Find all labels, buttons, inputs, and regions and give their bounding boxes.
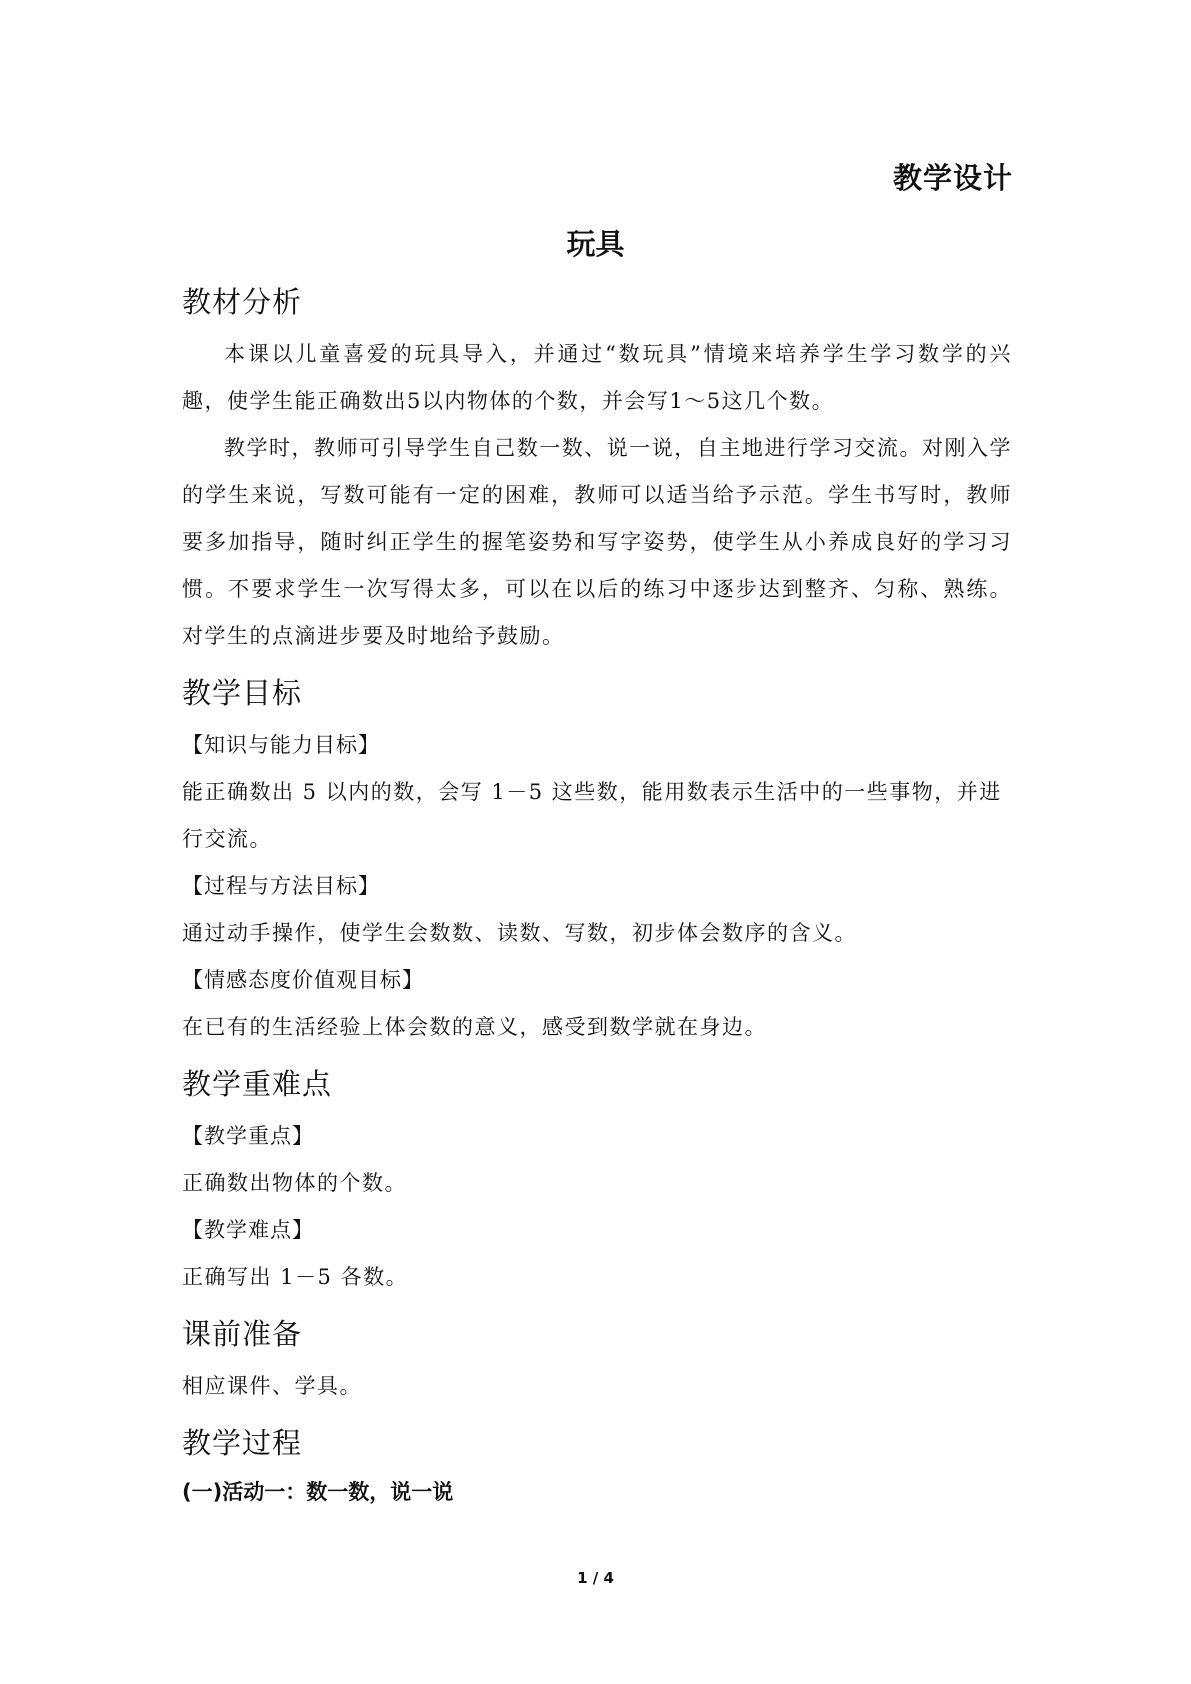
objective-text: 在已有的生活经验上体会数的意义，感受到数学就在身边。 xyxy=(182,1015,767,1039)
section-process xyxy=(182,1424,1012,1512)
key-point-label: 【教学重点】 xyxy=(182,1124,314,1148)
paragraph: 教学时，教师可引导学生自己数一数、说一说，自主地进行学习交流。对刚入学的学生来说，写数可能有一定的困难，教师可以适当给予示范。学生书写时，教师要多加指导，随时纠正学生的握笔姿势和写字姿势，使学生从小养成良好的学习习惯。不要求学生一次写得太多，可以在以后的练习中逐步达到整齐、匀称、熟练。对学生的点滴进步要及时地给予鼓励。 xyxy=(182,436,1012,648)
document-type-label: 教学设计 xyxy=(892,161,1013,195)
section-heading: 课前准备 xyxy=(182,1317,303,1351)
objective-text: 通过动手操作，使学生会数数、读数、写数，初步体会数序的含义。 xyxy=(182,921,857,945)
objective-text: 能正确数出 5 以内的数，会写 1－5 这些数，能用数表示生活中的一些事物，并进行交流。 xyxy=(182,780,1002,851)
difficulty-text: 正确写出 1－5 各数。 xyxy=(182,1265,409,1289)
lesson-title: 玩具 xyxy=(566,227,625,261)
section-heading: 教学目标 xyxy=(182,676,303,710)
objective-label: 【情感态度价值观目标】 xyxy=(182,968,424,992)
page-number: 1 / 4 xyxy=(577,1569,614,1587)
key-point-text: 正确数出物体的个数。 xyxy=(182,1171,407,1195)
section-objectives xyxy=(182,674,1012,1051)
document-body xyxy=(182,283,1012,1512)
objective-label: 【知识与能力目标】 xyxy=(182,733,380,757)
section-heading: 教学重难点 xyxy=(182,1067,333,1101)
objective-label: 【过程与方法目标】 xyxy=(182,874,380,898)
section-heading: 教材分析 xyxy=(182,285,303,319)
section-material-analysis xyxy=(182,283,1012,660)
paragraph: 本课以儿童喜爱的玩具导入，并通过“数玩具”情境来培养学生学习数学的兴趣，使学生能正确数出5以内物体的个数，并会写1～5这几个数。 xyxy=(182,342,1012,413)
difficulty-label: 【教学难点】 xyxy=(182,1218,314,1242)
preparation-text: 相应课件、学具。 xyxy=(182,1374,362,1398)
section-heading: 教学过程 xyxy=(182,1426,303,1460)
section-key-points xyxy=(182,1065,1012,1301)
activity-title: (一)活动一：数一数，说一说 xyxy=(182,1480,454,1504)
section-preparation xyxy=(182,1315,1012,1410)
